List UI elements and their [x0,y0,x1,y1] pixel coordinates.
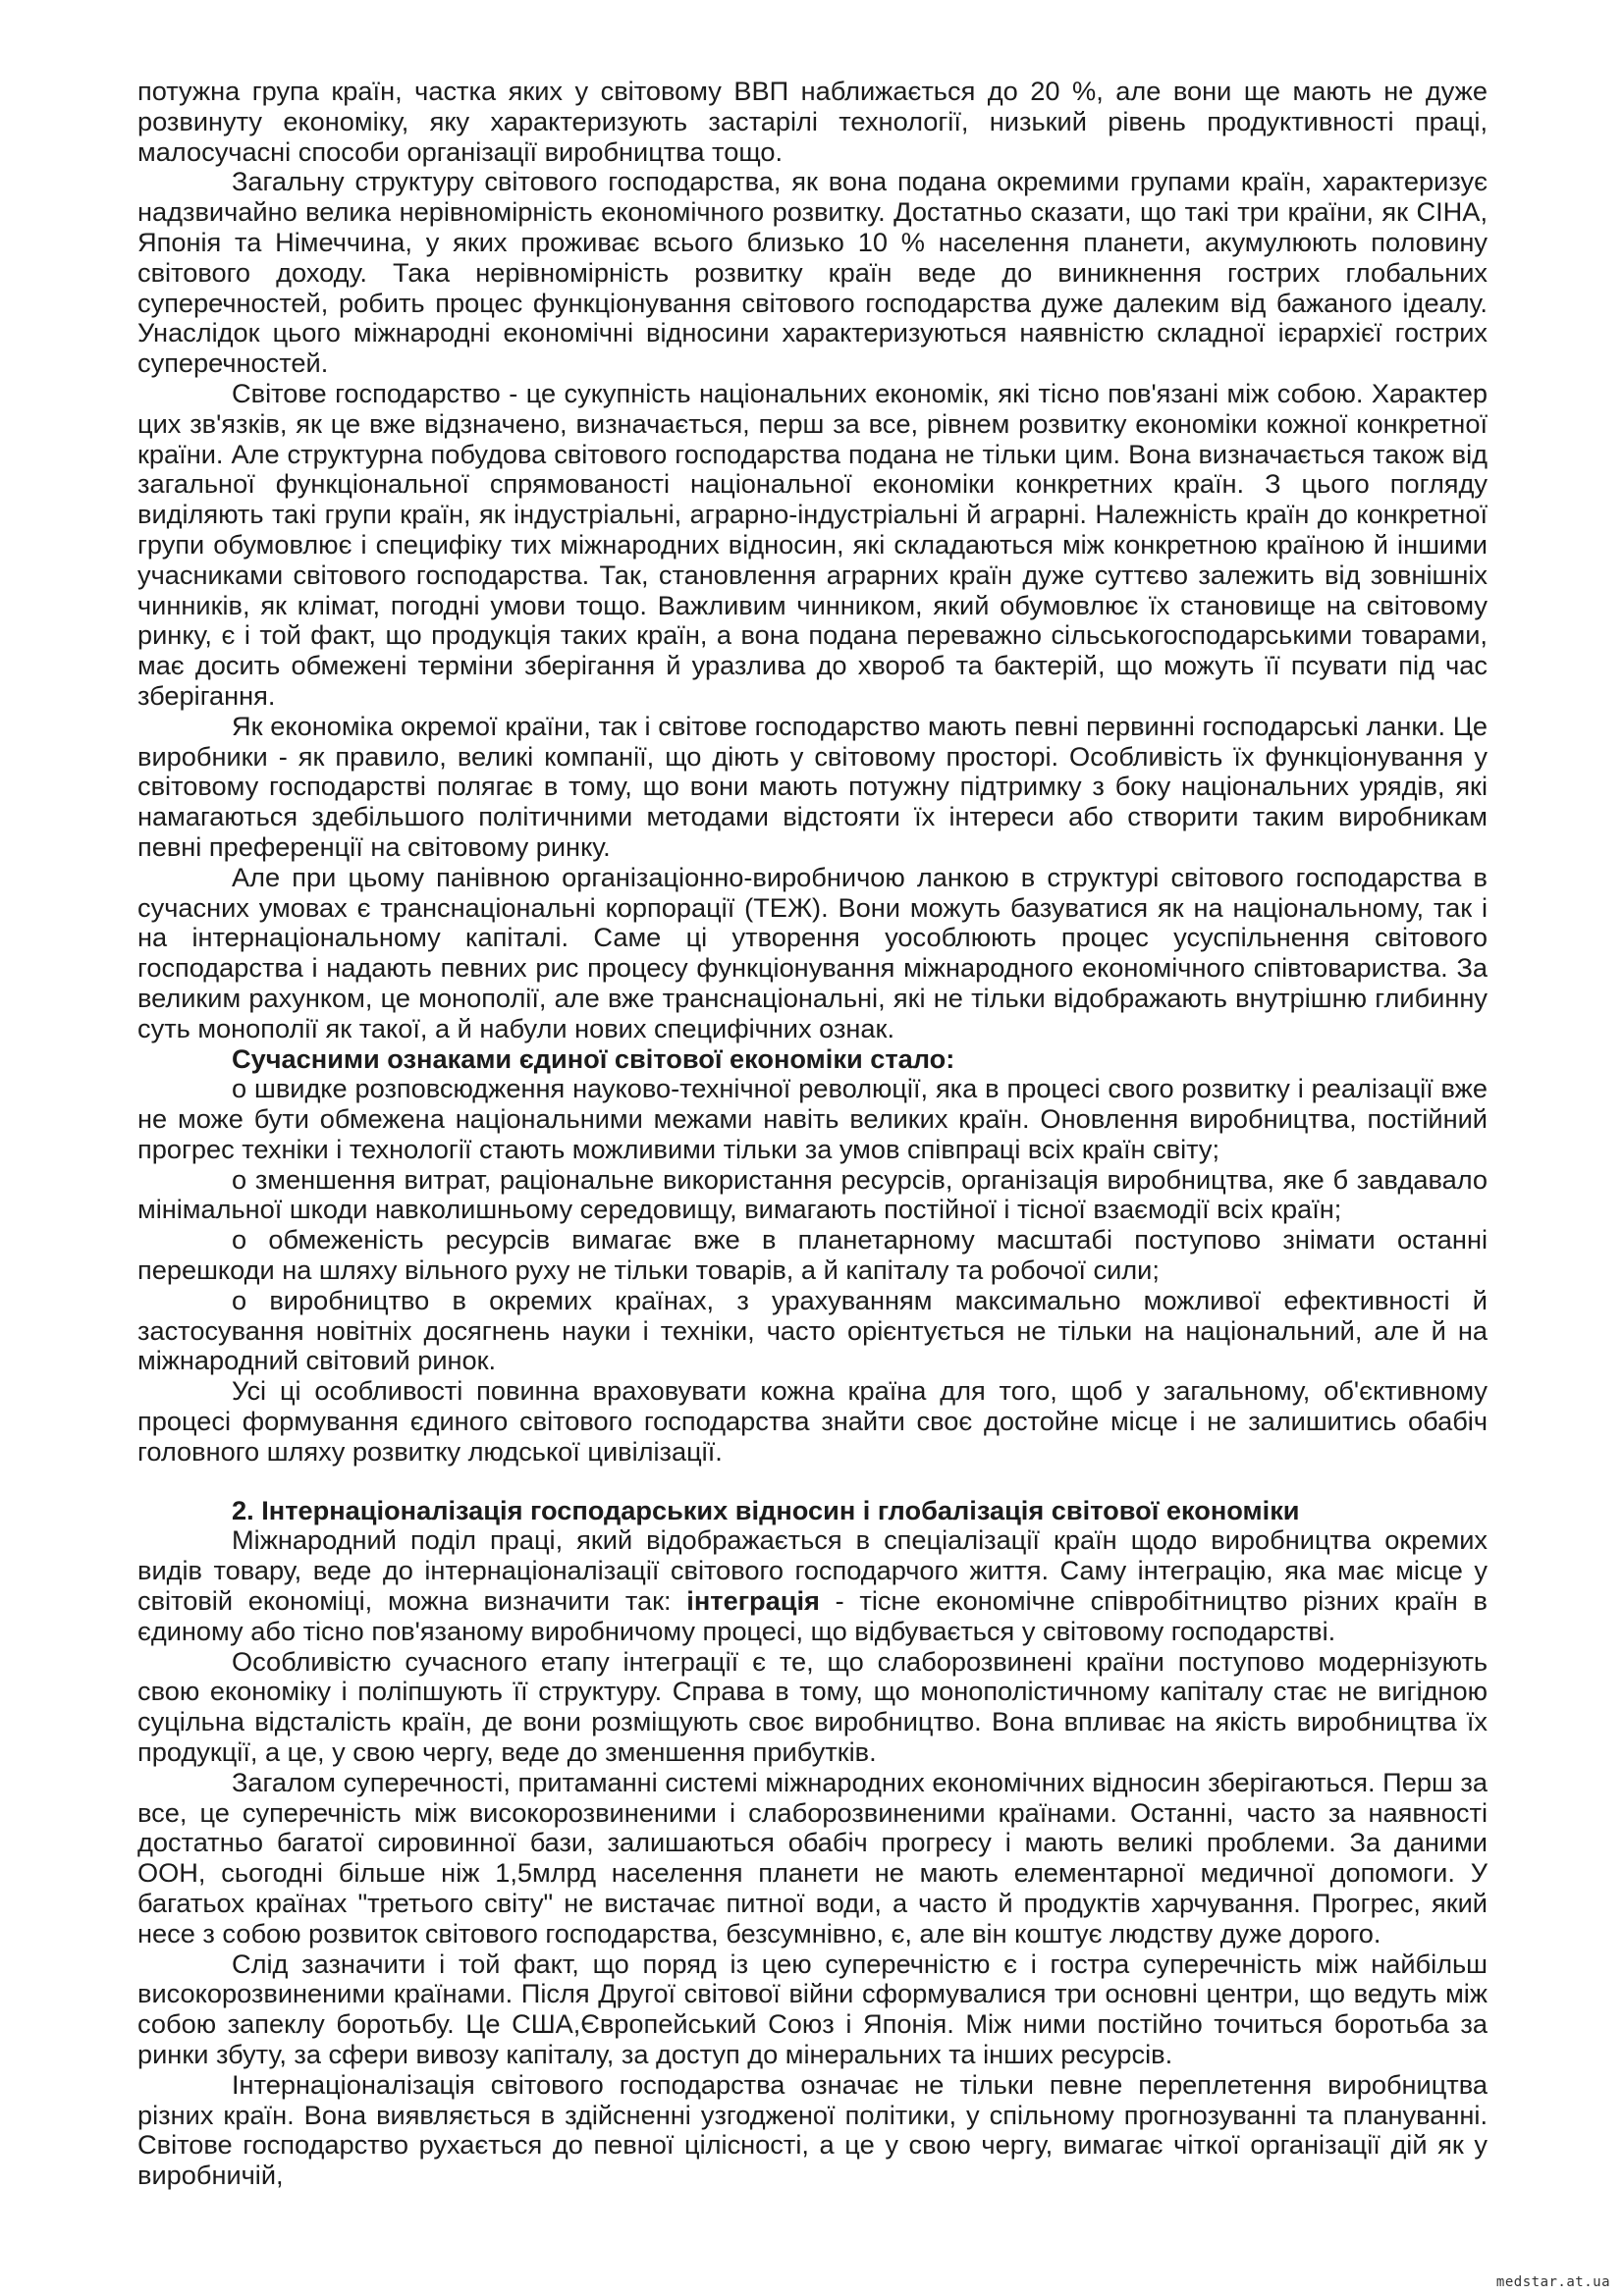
body-text-part1 [137,77,1488,1044]
integration-paragraph [137,1525,1488,1646]
list-item: о швидке розповсюдження науково-технічної революції, яка в процесі свого розвитку і реалізації вже не може бути обмежена національними межами навіть великих країн. Оновлення виробництва, постійний прогрес техніки і технології стають можливими тільки за умов співпраці всіх країн світу; [137,1073,1488,1164]
paragraph: Слід зазначити і той факт, що поряд із цею суперечністю є і гостра суперечність між найбільш високорозвиненими країнами. Після Другої світової війни сформувалися три основні центри, що ведуть між собою запеклу боротьбу. Це США,Європейський Союз і Японія. Між ними постійно точиться боротьба за ринки збуту, за сфери вивозу капіталу, за доступ до мінеральних та інших ресурсів. [137,1948,1488,2069]
paragraph: Загальну структуру світового господарства, як вона подана окремими групами країн, характеризує надзвичайно велика нерівномірність економічного розвитку. Достатньо сказати, що такі три країни, як СІНА, Японія та Німеччина, у яких проживає всього близько 10 % населення планети, акумулюють половину світового доходу. Така нерівномірність розвитку країн веде до виникнення гострих глобальних суперечностей, робить процес функціонування світового господарства дуже далеким від бажаного ідеалу. Унаслідок цього міжнародні економічні відносини характеризуються наявністю складної ієрархієї гострих суперечностей. [137,166,1488,379]
integration-text-after: - тісне економічне співробітництво різних країн в єдиному або тісно пов'язаному виробничому процесі, що відбувається у світовому господарстві. [137,1585,1488,1646]
paragraph-continuation: потужна група країн, частка яких у світовому ВВП наближається до 20 %, але вони ще мають не дуже розвинуту економіку, яку характеризують застарілі технології, низький рівень продуктивності праці, малосучасні способи організації виробництва тощо. [137,76,1488,167]
integration-term: інтеграція [686,1585,820,1617]
closing-paragraph: Усі ці особливості повинна враховувати кожна країна для того, щоб у загальному, об'єктивному процесі формування єдиного світового господарства знайти своє достойне місце і не залишитись обабіч головного шляху розвитку людської цивілізації. [137,1375,1488,1467]
section-heading: 2. Інтернаціоналізація господарських відносин і глобалізація світової економіки [232,1494,1300,1525]
features-subheading: Сучасними ознаками єдиної світової економіки стало: [232,1042,955,1074]
paragraph: Як економіка окремої країни, так і світове господарство мають певні первинні господарські ланки. Це виробники - як правило, великі компанії, що діють у світовому просторі. Особливість їх функціонування у світовому господарстві полягає в тому, що вони мають потужну підтримку з боку національних урядів, які намагаються здебільшого політичними методами відстояти їх інтереси або створити таким виробникам певні преференції на світовому ринку. [137,710,1488,862]
paragraph: Загалом суперечності, притаманні системі міжнародних економічних відносин зберігаються. Перш за все, це суперечність між високорозвиненими і слаборозвиненими країнами. Останні, часто за наявності достатньо багатої сировинної бази, залишаються обабіч прогресу і мають великі проблеми. За даними ООН, сьогодні більше ніж 1,5млрд населення планети не мають елементарної медичної допомоги. У багатьох країнах "третього світу" не вистачає питної води, а часто й продуктів харчування. Прогрес, який несе з собою розвиток світового господарства, безсумнівно, є, але він коштує людству дуже дорого. [137,1766,1488,1949]
document-page [137,77,1488,2191]
body-text-part2 [137,1647,1488,2191]
list-item: о зменшення витрат, раціональне використання ресурсів, організація виробництва, яке б завдавало мінімальної шкоди навколишньому середовищу, вимагають постійної і тісної взаємодії всіх країн; [137,1163,1488,1225]
list-item: о обмеженість ресурсів вимагає вже в планетарному масштабі поступово знімати останні перешкоди на шляху вільного руху не тільки товарів, а й капіталу та робочої сили; [137,1224,1488,1286]
list-item: о виробництво в окремих країнах, з урахуванням максимально можливої ефективності й застосування новітніх досягнень науки і техніки, часто орієнтується не тільки на національний, але й на міжнародний світовий ринок. [137,1284,1488,1376]
paragraph: Але при цьому панівною організаціонно-виробничою ланкою в структурі світового господарства в сучасних умовах є транснаціональні корпорації (ТЕЖ). Вони можуть базуватися як на національному, так і на інтернаціональному капіталі. Саме ці утворення уособлюють процес усуспільнення світового господарства і надають певних рис процесу функціонування міжнародного економічного співтовариства. За великим рахунком, це монополії, але вже транснаціональні, які не тільки відображають внутрішню глибинну суть монополії як такої, а й набули нових специфічних ознак. [137,861,1488,1043]
paragraph: Світове господарство - це сукупність національних економік, які тісно пов'язані між собою. Характер цих зв'язків, як це вже відзначено, визначається, перш за все, рівнем розвитку економіки кожної конкретної країни. Але структурна побудова світового господарства подана не тільки цим. Вона визначається також від загальної функціональної спрямованості національної економіки конкретних країн. З цього погляду виділяють такі групи країн, як індустріальні, аграрно-індустріальні й аграрні. Належність країн до конкретної групи обумовлює і специфіку тих міжнародних відносин, які складаються між конкретною країною й іншими учасниками світового господарства. Так, становлення аграрних країн дуже суттєво залежить від зовнішніх чинників, як клімат, погодні умови тощо. Важливим чинником, який обумовлює їх становище на світовому ринку, є і той факт, що продукція таких країн, а вона подана переважно сільськогосподарськими товарами, має досить обмежені терміни зберігання й уразлива до хвороб та бактерій, що можуть її псувати під час зберігання. [137,377,1488,711]
site-watermark: medstar.at.ua [1495,2274,1610,2290]
features-list [137,1074,1488,1376]
paragraph: Особливістю сучасного етапу інтеграції є те, що слаборозвинені країни поступово модернізують свою економіку і поліпшують її структуру. Справа в тому, що монополістичному капіталу стає не вигідною суцільна відсталість країн, де вони розміщують своє виробництво. Вона впливає на якість виробництва їх продукції, а це, у свою чергу, веде до зменшення прибутків. [137,1645,1488,1768]
paragraph: Інтернаціоналізація світового господарства означає не тільки певне переплетення виробництва різних країн. Вона виявляється в здійсненні узгодженої політики, у спільному прогнозуванні та плануванні. Світове господарство рухається до певної цілісності, а це у свою чергу, вимагає чіткої організації дій як у виробничій, [137,2068,1488,2191]
integration-text-before: Міжнародний поділ праці, який відображається в спеціалізації країн щодо виробництва окремих видів товару, веде до інтернаціоналізації світового господарчого життя. Саму інтеграцію, яка має місце у світовій економіці, можна визначити так: [137,1524,1488,1617]
